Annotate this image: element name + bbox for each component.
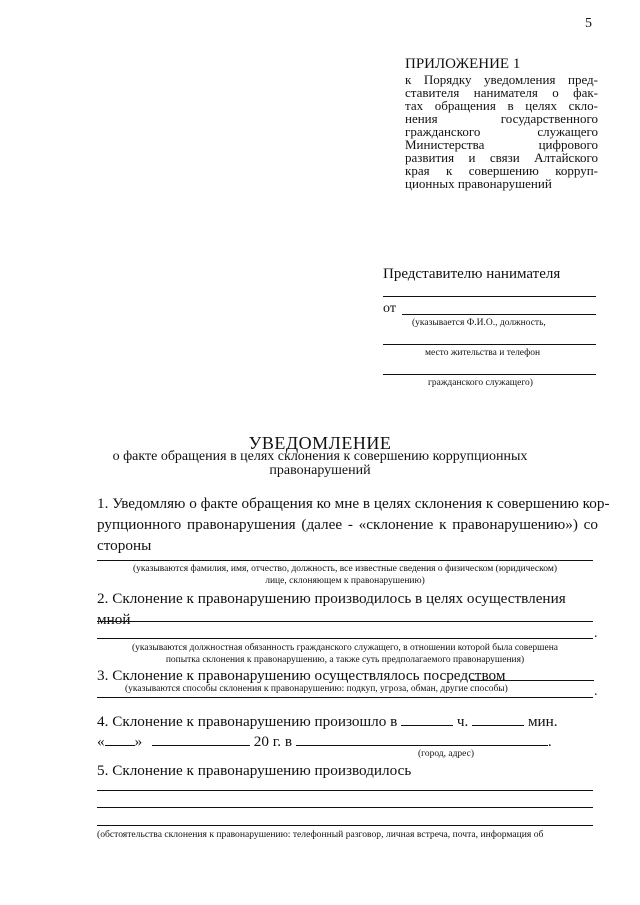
- section-1-line-2: рупционного правонарушения (далее - «склонение к правонарушению») со: [97, 516, 598, 533]
- minutes-label: мин.: [527, 713, 558, 730]
- day-field[interactable]: [105, 731, 135, 746]
- appendix-block: [405, 56, 598, 190]
- recipient-line-1[interactable]: [383, 296, 596, 297]
- place-field[interactable]: [296, 731, 548, 746]
- section-4-row-1: [97, 711, 558, 732]
- section-5-fill-line-3[interactable]: [97, 825, 593, 826]
- section-2-end-mark: .: [594, 626, 598, 641]
- section-3-text: 3. Склонение к правонарушению осуществлялось посредством: [97, 667, 506, 684]
- section-5-text: 5. Склонение к правонарушению производилось: [97, 762, 412, 779]
- document-subtitle-2: правонарушений: [269, 463, 371, 478]
- section-2-text: 2. Склонение к правонарушению производилось в целях осуществления мной: [97, 590, 566, 628]
- section-1-line-3: стороны: [97, 537, 152, 554]
- recipient-line-3[interactable]: [383, 374, 596, 375]
- from-line[interactable]: [402, 314, 596, 315]
- quote-open: «: [97, 733, 105, 750]
- appendix-line: тах обращения в целях скло-: [405, 98, 598, 113]
- hours-label: ч.: [456, 713, 469, 730]
- section-1: [97, 493, 610, 556]
- recipient-caption-1: (указывается Ф.И.О., должность,: [412, 318, 546, 328]
- appendix-line: края к совершению корруп-: [405, 163, 598, 178]
- section-3-end-mark: .: [594, 684, 598, 699]
- section-3-caption: (указываются способы склонения к правонарушению: подкуп, угроза, обман, другие способы): [125, 684, 508, 694]
- month-field[interactable]: [152, 731, 250, 746]
- appendix-line: ционных правонарушений: [405, 176, 552, 191]
- section-5-fill-line-2[interactable]: [97, 807, 593, 808]
- section-5-fill-line-1[interactable]: [97, 790, 593, 791]
- section-2-caption: (указываются должностная обязанность гражданского служащего, в отношении которой была совершена попытка склонения к правонарушению, а также суть предполагаемого правонарушения): [131, 643, 559, 665]
- section-1-caption: (указываются фамилия, имя, отчество, должность, все известные сведения о физическом (юридическом) лице, склоняющем к правонарушению): [133, 564, 557, 586]
- hour-field[interactable]: [401, 711, 453, 726]
- appendix-line: Министерства цифрового: [405, 137, 598, 152]
- quote-close: »: [134, 733, 143, 750]
- section-5-caption: (обстоятельства склонения к правонарушению: телефонный разговор, личная встреча, почта, информация об: [97, 829, 544, 840]
- from-label: от: [383, 301, 396, 316]
- document-subtitle-1: о факте обращения в целях склонения к совершению коррупционных: [112, 449, 528, 464]
- section-3-fill-line-1[interactable]: [470, 680, 594, 681]
- appendix-title: ПРИЛОЖЕНИЕ 1: [405, 56, 521, 72]
- section-4-end-mark: .: [547, 733, 552, 750]
- appendix-line: развития и связи Алтайского: [405, 150, 598, 165]
- year-label: 20 г. в: [253, 733, 293, 750]
- section-4-caption: (город, адрес): [418, 749, 475, 759]
- section-4-text: 4. Склонение к правонарушению произошло в: [97, 713, 398, 730]
- section-4-row-2: [97, 731, 552, 752]
- recipient-caption-2: место жительства и телефон: [425, 348, 541, 358]
- page-number: 5: [585, 16, 592, 31]
- section-1-fill-line[interactable]: [97, 560, 593, 561]
- section-3-fill-line-2[interactable]: [97, 697, 593, 698]
- document-title: УВЕДОМЛЕНИЕ: [248, 433, 392, 453]
- recipient-caption-3: гражданского служащего): [428, 378, 533, 388]
- section-2-fill-line-1[interactable]: [97, 621, 593, 622]
- appendix-line: нения государственного: [405, 111, 598, 126]
- recipient-label: Представителю нанимателя: [383, 266, 561, 282]
- section-1-line-1: 1. Уведомляю о факте обращения ко мне в целях склонения к совершению кор-: [97, 495, 610, 512]
- appendix-line: к Порядку уведомления пред-: [405, 72, 598, 87]
- section-2-fill-line-2[interactable]: [97, 638, 593, 639]
- appendix-line: гражданского служащего: [405, 124, 598, 139]
- recipient-line-2[interactable]: [383, 344, 596, 345]
- appendix-line: ставителя нанимателя о фак-: [405, 85, 598, 100]
- minute-field[interactable]: [472, 711, 524, 726]
